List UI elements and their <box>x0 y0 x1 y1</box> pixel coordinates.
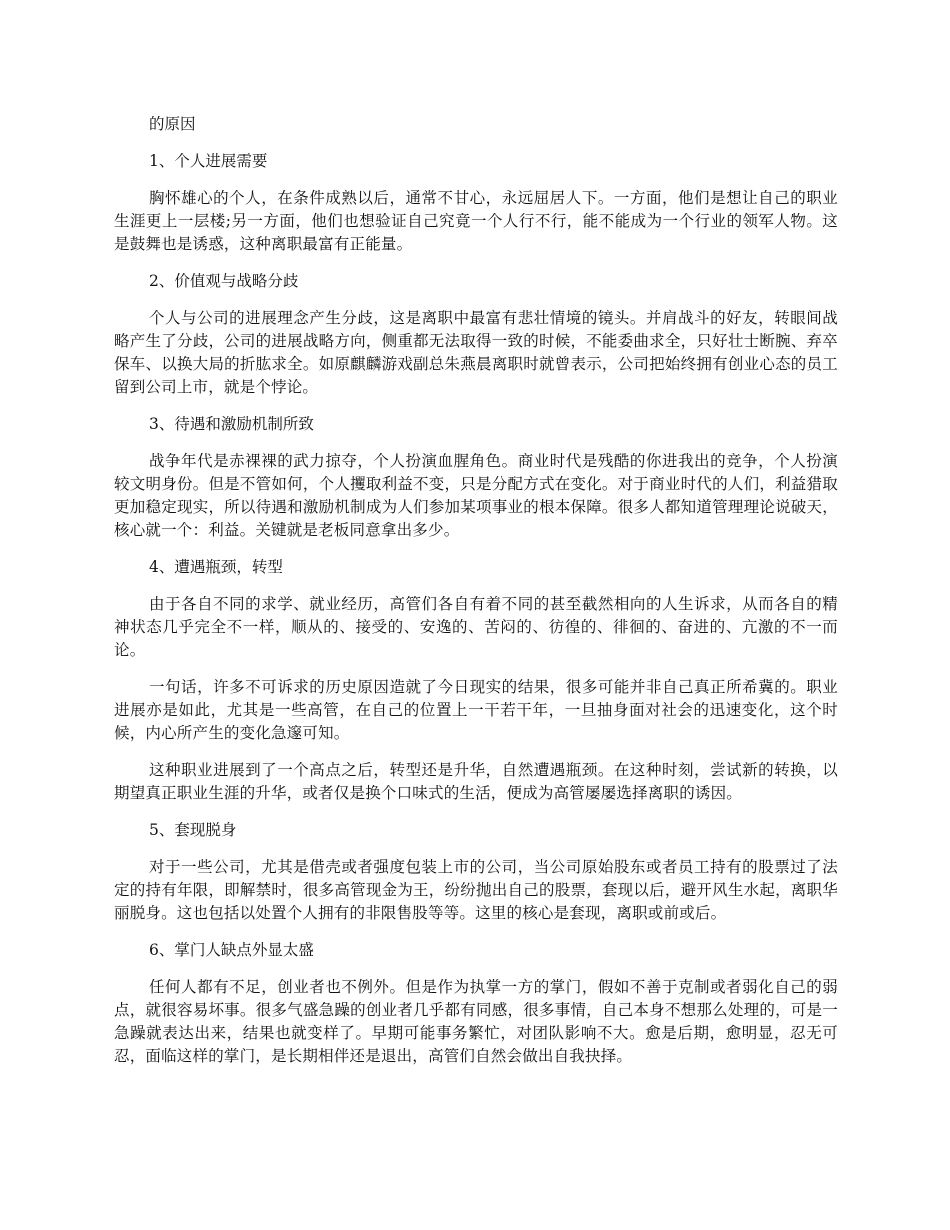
section-heading-1: 1、个人进展需要 <box>149 152 268 170</box>
section-paragraph-2: 个人与公司的进展理念产生分歧，这是离职中最富有悲壮情境的镜头。并肩战斗的好友，转眼间战略产生了分歧，公司的进展战略方向，侧重都无法取得一致的时候，不能委曲求全，只好壮士断腕、弃卒保车、以换大局的折肱求全。如原麒麟游戏副总朱燕晨离职时就曾表示，公司把始终拥有创业心态的员工留到公司上市，就是个悖论。 <box>114 309 838 396</box>
section-paragraph-6: 任何人都有不足，创业者也不例外。但是作为执掌一方的掌门，假如不善于克制或者弱化自己的弱点，就很容易坏事。很多气盛急躁的创业者几乎都有同感，很多事情，自己本身不想那么处理的，可是一急躁就表达出来，结果也就变样了。早期可能事务繁忙，对团队影响不大。愈是后期，愈明显，忍无可忍，面临这样的掌门，是长期相伴还是退出，高管们自然会做出自我抉择。 <box>114 978 838 1065</box>
section-paragraph-5: 对于一些公司，尤其是借壳或者强度包装上市的公司，当公司原始股东或者员工持有的股票过了法定的持有年限，即解禁时，很多高管现金为王，纷纷抛出自己的股票，套现以后，避开风生水起，离职华丽脱身。这也包括以处置个人拥有的非限售股等等。这里的核心是套现，离职或前或后。 <box>114 858 838 922</box>
section-paragraph-4c: 这种职业进展到了一个高点之后，转型还是升华，自然遭遇瓶颈。在这种时刻，尝试新的转换，以期望真正职业生涯的升华，或者仅是换个口味式的生活，便成为高管屡屡选择离职的诱因。 <box>114 761 838 802</box>
section-heading-5: 5、套现脱身 <box>149 821 237 839</box>
section-heading-6: 6、掌门人缺点外显太盛 <box>149 941 314 959</box>
section-paragraph-1: 胸怀雄心的个人，在条件成熟以后，通常不甘心，永远屈居人下。一方面，他们是想让自己的职业生涯更上一层楼;另一方面，他们也想验证自己究竟一个人行不行，能不能成为一个行业的领军人物。这是鼓舞也是诱惑，这种离职最富有正能量。 <box>114 189 838 253</box>
opening-line: 的原因 <box>149 115 196 133</box>
section-heading-4: 4、遭遇瓶颈，转型 <box>149 558 283 576</box>
section-heading-2: 2、价值观与战略分歧 <box>149 272 299 290</box>
section-paragraph-4a: 由于各自不同的求学、就业经历，高管们各自有着不同的甚至截然相向的人生诉求，从而各自的精神状态几乎完全不一样，顺从的、接受的、安逸的、苦闷的、彷徨的、徘徊的、奋进的、亢激的不一而论。 <box>114 595 838 659</box>
document-page <box>114 113 838 1082</box>
section-heading-3: 3、待遇和激励机制所致 <box>149 415 314 433</box>
section-paragraph-3: 战争年代是赤裸裸的武力掠夺，个人扮演血腥角色。商业时代是残酷的你进我出的竞争，个人扮演较文明身份。但是不管如何，个人攫取利益不变，只是分配方式在变化。对于商业时代的人们，利益猎取更加稳定现实，所以待遇和激励机制成为人们参加某项事业的根本保障。很多人都知道管理理论说破天，核心就一个：利益。关键就是老板同意拿出多少。 <box>114 452 838 539</box>
section-paragraph-4b: 一句话，许多不可诉求的历史原因造就了今日现实的结果，很多可能并非自己真正所希冀的。职业进展亦是如此，尤其是一些高管，在自己的位置上一干若干年，一旦抽身面对社会的迅速变化，这个时候，内心所产生的变化急邃可知。 <box>114 678 838 742</box>
